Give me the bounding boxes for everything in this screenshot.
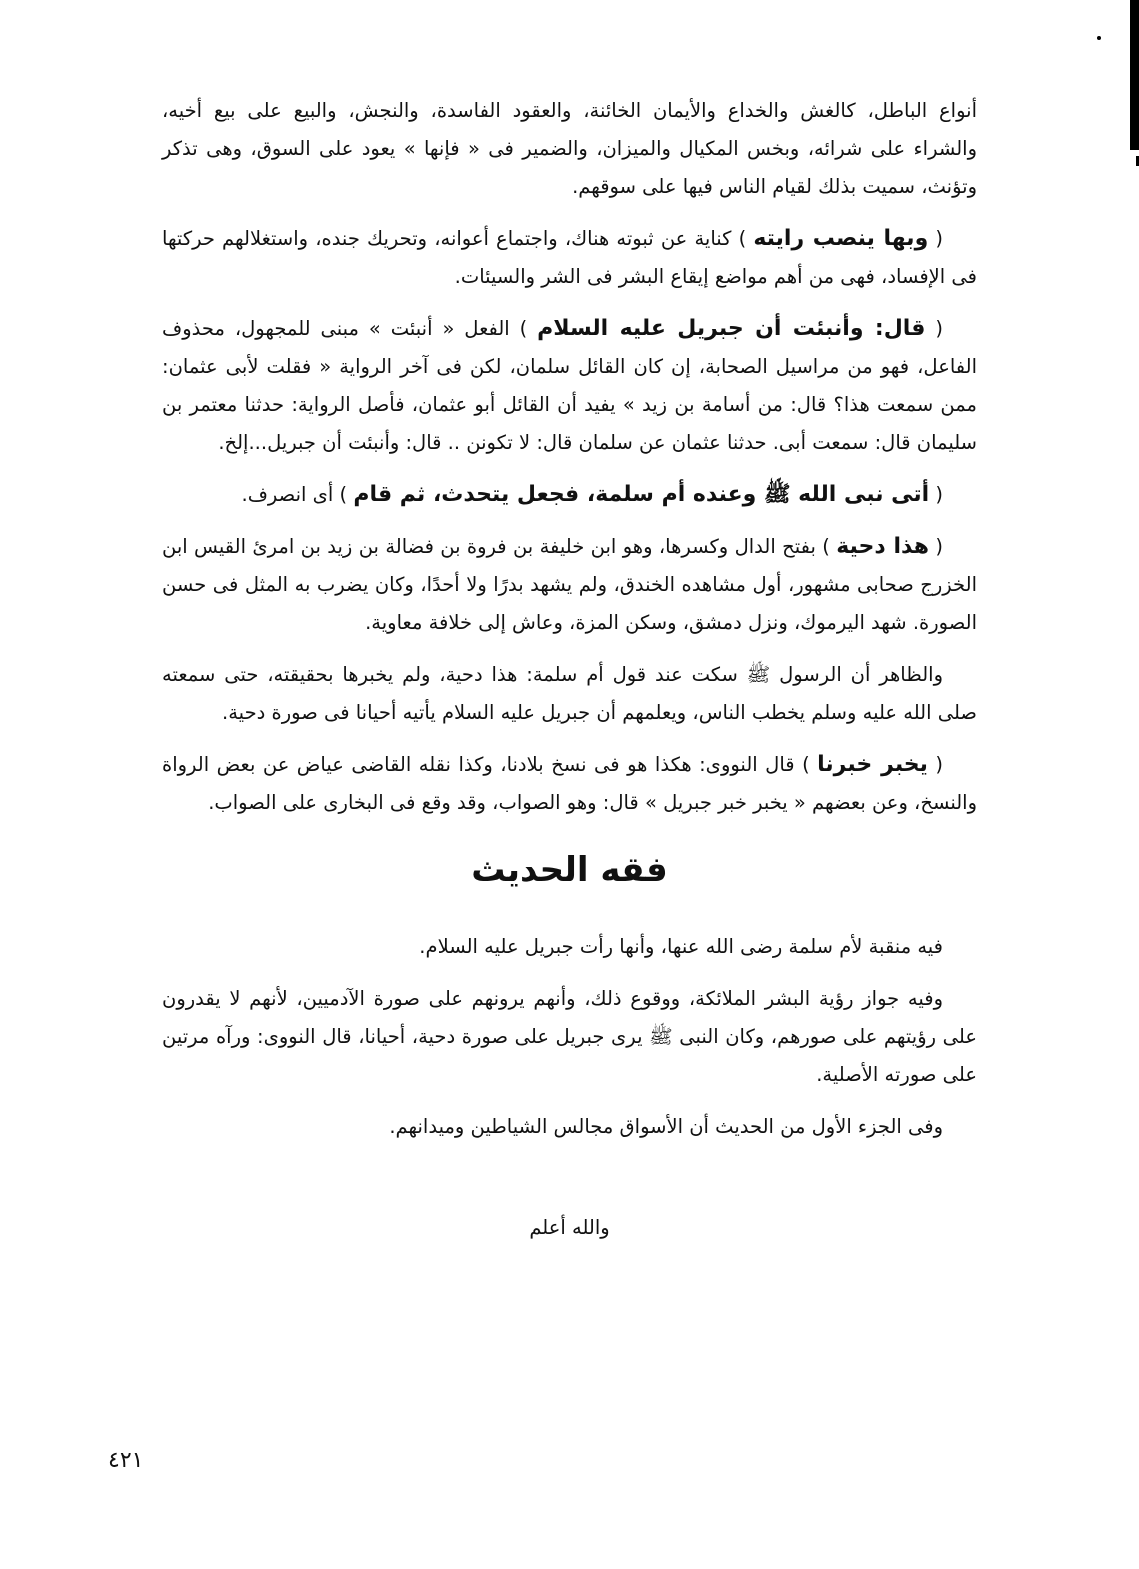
commentary-paragraph-6 xyxy=(162,656,977,732)
close-bracket: ) xyxy=(822,535,837,558)
quoted-term: هذا دحية xyxy=(836,534,930,559)
commentary-paragraph-7 xyxy=(162,746,977,822)
open-bracket: ( xyxy=(927,753,944,776)
quoted-term: أتى نبى الله ﷺ وعنده أم سلمة، فجعل يتحدث، ثم قام xyxy=(353,482,930,507)
close-bracket: ) xyxy=(339,483,354,506)
scan-edge-mark xyxy=(1130,0,1139,150)
section-heading: فقه الحديث xyxy=(471,850,668,890)
commentary-paragraph-3 xyxy=(162,310,977,462)
commentary-paragraph-1 xyxy=(162,92,977,206)
page-number: ٤٢١ xyxy=(108,1448,144,1473)
quoted-term: قال: وأنبئت أن جبريل عليه السلام xyxy=(537,316,926,341)
fiqh-paragraph-2: وفيه جواز رؤية البشر الملائكة، ووقوع ذلك، وأنهم يرونهم على صورة الآدميين، لأنهم لا يقدرون على رؤيتهم على صورهم، وكان النبى ﷺ يرى جبريل على صورة دحية، أحيانا، قال النووى: ورآه مرتين على صورته الأصلية. xyxy=(162,987,977,1086)
commentary-paragraph-5 xyxy=(162,528,977,642)
scan-edge-dot xyxy=(1097,36,1101,40)
paragraph-text: بفتح الدال وكسرها، وهو ابن خليفة بن فروة بن فضالة بن زيد بن امرئ القيس ابن الخزرج صحابى مشهور، أول مشاهده الخندق، ولم يشهد بدرًا ولا أحدًا، وكان يضرب به المثل فى حسن الصورة. شهد اليرموك، ونزل دمشق، وسكن المزة، وعاش إلى خلافة معاوية. xyxy=(162,535,977,634)
open-bracket: ( xyxy=(928,227,943,250)
commentary-paragraph-2 xyxy=(162,220,977,296)
quoted-term: وبها ينصب رايته xyxy=(753,226,929,251)
paragraph-text: كناية عن ثبوته هناك، واجتماع أعوانه، وتحريك جنده، واستغلالهم حركتها فى الإفساد، فهى من أهم مواضع إيقاع البشر فى الشر والسيئات. xyxy=(162,227,977,288)
fiqh-paragraph-3: وفى الجزء الأول من الحديث أن الأسواق مجالس الشياطين وميدانهم. xyxy=(389,1115,943,1138)
open-bracket: ( xyxy=(925,317,943,340)
open-bracket: ( xyxy=(929,535,943,558)
close-bracket: ) xyxy=(802,753,818,776)
open-bracket: ( xyxy=(929,483,943,506)
quoted-term: يخبر خبرنا xyxy=(817,752,928,777)
paragraph-text: أى انصرف. xyxy=(241,483,340,506)
page-content xyxy=(162,92,977,1239)
paragraph-text: أنواع الباطل، كالغش والخداع والأيمان الخائنة، والعقود الفاسدة، والنجش، والبيع على بيع أخيه، والشراء على شرائه، وبخس المكيال والميزان، والضمير فى « فإنها » يعود على السوق، وهى تذكر وتؤنث، سميت بذلك لقيام الناس فيها على سوقهم. xyxy=(162,99,977,198)
fiqh-paragraph-1: فيه منقبة لأم سلمة رضى الله عنها، وأنها رأت جبريل عليه السلام. xyxy=(419,935,943,958)
close-bracket: ) xyxy=(738,227,754,250)
commentary-paragraph-4 xyxy=(162,476,977,514)
paragraph-text: والظاهر أن الرسول ﷺ سكت عند قول أم سلمة: هذا دحية، ولم يخبرها بحقيقته، حتى سمعته صلى الله عليه وسلم يخطب الناس، ويعلمهم أن جبريل عليه السلام يأتيه أحيانا فى صورة دحية. xyxy=(162,663,977,724)
closing-phrase: والله أعلم xyxy=(529,1216,610,1239)
close-bracket: ) xyxy=(519,317,538,340)
paragraph-text: قال النووى: هكذا هو فى نسخ بلادنا، وكذا نقله القاضى عياض عن بعض الرواة والنسخ، وعن بعضهم « يخبر خبر جبريل » قال: وهو الصواب، وقد وقع فى البخارى على الصواب. xyxy=(162,753,977,814)
paragraph-text: الفعل « أنبئت » مبنى للمجهول، محذوف الفاعل، فهو من مراسيل الصحابة، إن كان القائل سلمان، لكن فى آخر الرواية « فقلت لأبى عثمان: ممن سمعت هذا؟ قال: من أسامة بن زيد » يفيد أن القائل أبو عثمان، فأصل الرواية: حدثنا معتمر بن سليمان قال: سمعت أبى. حدثنا عثمان عن سلمان قال: لا تكونن .. قال: وأنبئت أن جبريل...إلخ. xyxy=(162,317,977,454)
